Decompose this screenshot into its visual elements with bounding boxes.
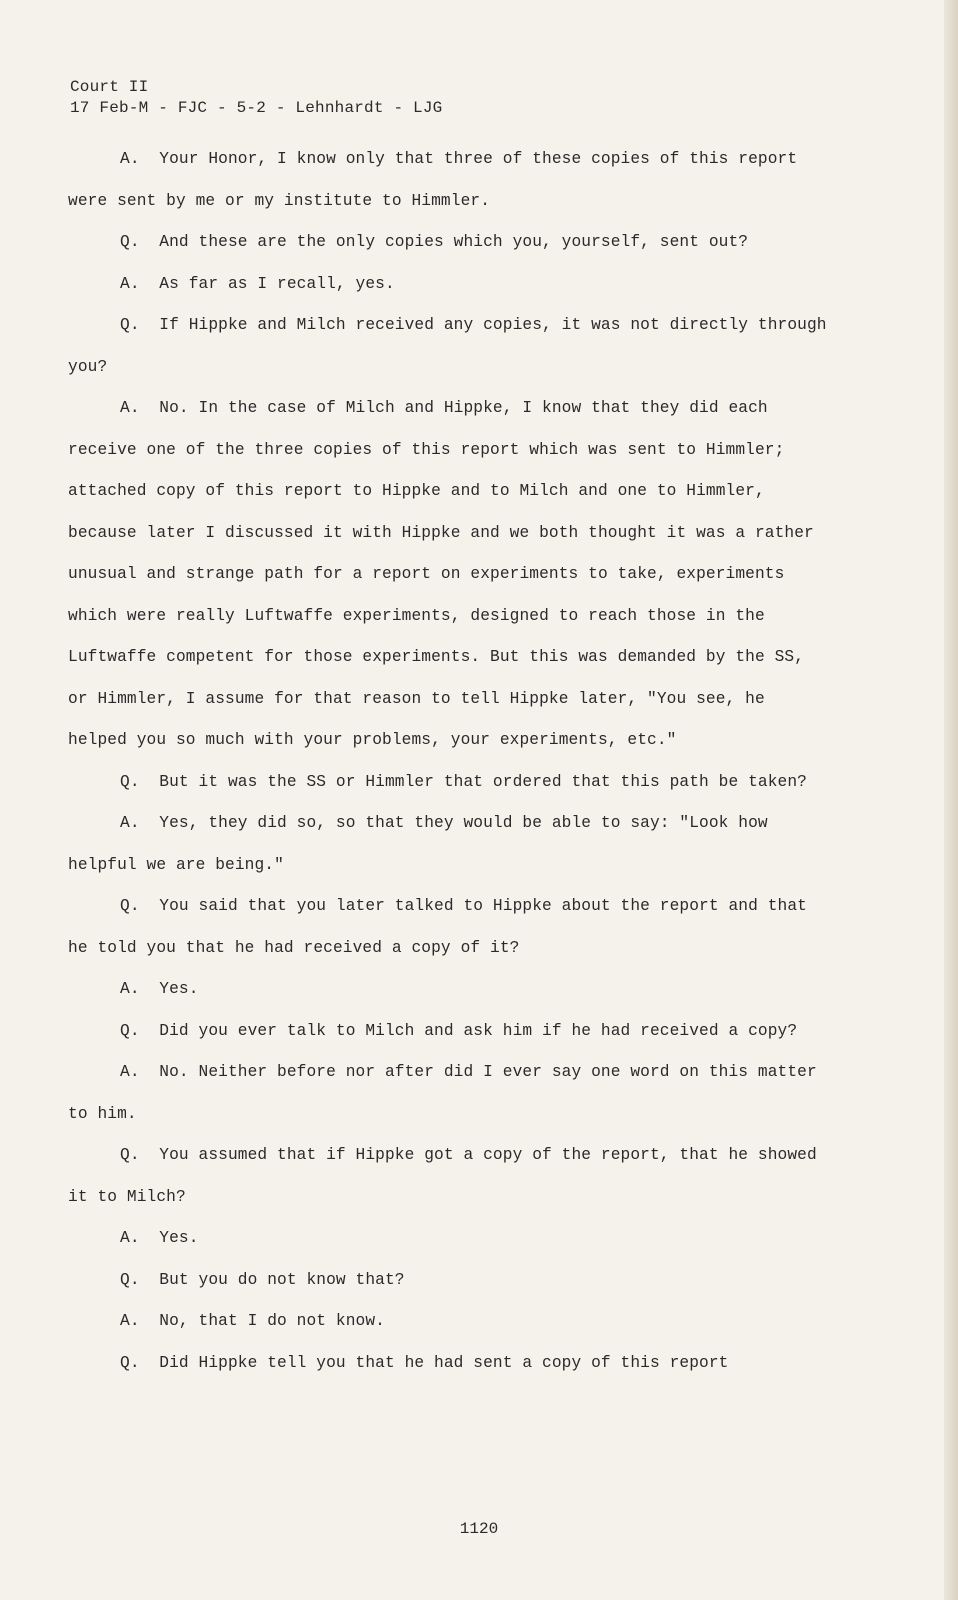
transcript-paragraph: Q. But it was the SS or Himmler that ordered that this path be taken?	[120, 772, 807, 791]
transcript-paragraph: A. Yes, they did so, so that they would be able to say: "Look how helpful we are being."	[68, 814, 778, 874]
transcript-paragraph: A. No. In the case of Milch and Hippke, I know that they did each receive one of the three copies of this report which was sent to Himmler; attached copy of this report to Hippke and to Milch and one to Himmler, because later I discussed it with Hippke and we both thought it was a rather unusual and strange path for a report on experiments to take, experiments which were really Luftwaffe experiments, designed to reach those in the Luftwaffe competent for those experiments. But this was demanded by the SS, or Himmler, I assume for that reason to tell Hippke later, "You see, he helped you so much with your problems, your experiments, etc."	[68, 399, 824, 749]
transcript-paragraph: A. Yes.	[120, 980, 199, 998]
transcript-paragraph: Q. If Hippke and Milch received any copies, it was not directly through you?	[68, 316, 837, 376]
transcript-paragraph: Q. You assumed that if Hippke got a copy of the report, that he showed it to Milch?	[68, 1146, 827, 1206]
page-number: 1120	[459, 1520, 499, 1538]
transcript-paragraph: Q. Did Hippke tell you that he had sent a copy of this report	[120, 1353, 729, 1372]
transcript-paragraph: A. Your Honor, I know only that three of these copies of this report were sent by me or my institute to Himmler.	[68, 150, 807, 210]
header-court: Court II	[70, 78, 149, 96]
transcript-paragraph: Q. But you do not know that?	[120, 1270, 405, 1289]
document-header	[70, 77, 442, 119]
transcript-paragraph: A. Yes.	[120, 1229, 199, 1247]
transcript-body	[68, 139, 837, 1384]
header-session: 17 Feb-M - FJC - 5-2 - Lehnhardt - LJG	[70, 99, 443, 117]
transcript-paragraph: Q. And these are the only copies which you, yourself, sent out?	[120, 233, 749, 251]
transcript-paragraph: A. No. Neither before nor after did I ever say one word on this matter to him.	[68, 1063, 827, 1123]
transcript-paragraph: A. No, that I do not know.	[120, 1312, 385, 1330]
transcript-paragraph: Q. Did you ever talk to Milch and ask him if he had received a copy?	[120, 1021, 798, 1040]
transcript-paragraph: Q. You said that you later talked to Hippke about the report and that he told you that he had received a copy of it?	[68, 897, 817, 957]
transcript-paragraph: A. As far as I recall, yes.	[120, 274, 395, 293]
page-edge	[944, 0, 958, 1600]
